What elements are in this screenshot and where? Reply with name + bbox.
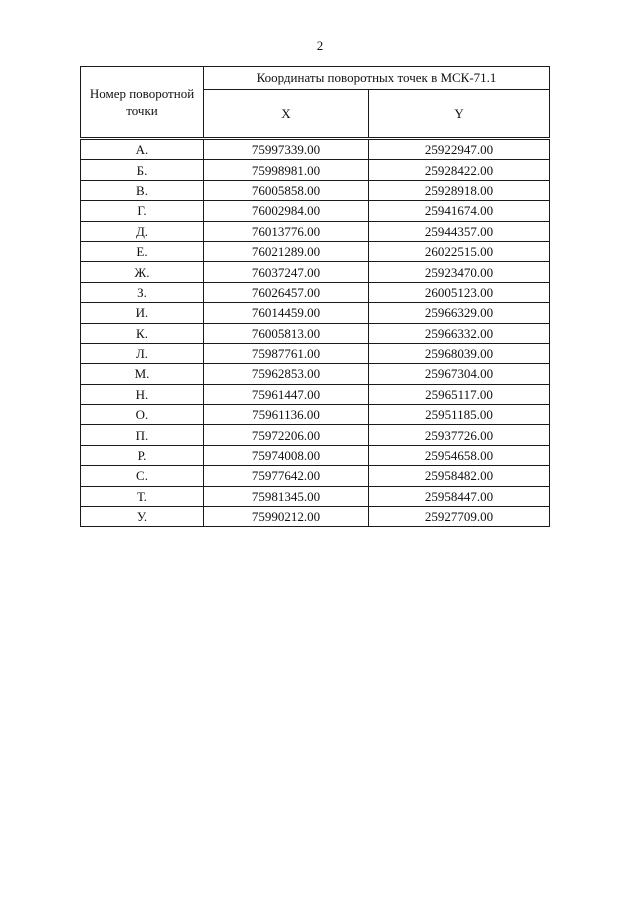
x-coordinate-cell: 75998981.00 bbox=[204, 160, 369, 180]
point-label-cell: Г. bbox=[81, 201, 204, 221]
y-coordinate-cell: 25966332.00 bbox=[369, 323, 550, 343]
x-coordinate-cell: 76002984.00 bbox=[204, 201, 369, 221]
coordinates-group-header: Координаты поворотных точек в МСК-71.1 bbox=[204, 67, 550, 90]
x-coordinate-cell: 76037247.00 bbox=[204, 262, 369, 282]
y-coordinate-cell: 25922947.00 bbox=[369, 139, 550, 160]
point-label-cell: М. bbox=[81, 364, 204, 384]
x-column-header: X bbox=[204, 90, 369, 139]
table-row bbox=[81, 180, 550, 200]
table-row bbox=[81, 160, 550, 180]
point-label-cell: С. bbox=[81, 466, 204, 486]
table-row bbox=[81, 364, 550, 384]
x-coordinate-cell: 76021289.00 bbox=[204, 241, 369, 261]
y-coordinate-cell: 25951185.00 bbox=[369, 405, 550, 425]
point-label-cell: Е. bbox=[81, 241, 204, 261]
point-label-cell: Т. bbox=[81, 486, 204, 506]
page-number: 2 bbox=[316, 38, 324, 53]
x-coordinate-cell: 76005813.00 bbox=[204, 323, 369, 343]
table-row bbox=[81, 486, 550, 506]
y-coordinate-cell: 25954658.00 bbox=[369, 445, 550, 465]
table-row bbox=[81, 405, 550, 425]
y-coordinate-cell: 25967304.00 bbox=[369, 364, 550, 384]
y-coordinate-cell: 26022515.00 bbox=[369, 241, 550, 261]
point-label-cell: З. bbox=[81, 282, 204, 302]
y-coordinate-cell: 25937726.00 bbox=[369, 425, 550, 445]
point-number-header: Номер поворотной точки bbox=[81, 67, 204, 139]
table-row bbox=[81, 139, 550, 160]
x-coordinate-cell: 76014459.00 bbox=[204, 303, 369, 323]
y-coordinate-cell: 25958482.00 bbox=[369, 466, 550, 486]
y-coordinate-cell: 25927709.00 bbox=[369, 507, 550, 527]
point-label-cell: Д. bbox=[81, 221, 204, 241]
y-coordinate-cell: 25966329.00 bbox=[369, 303, 550, 323]
x-coordinate-cell: 75981345.00 bbox=[204, 486, 369, 506]
x-coordinate-cell: 76026457.00 bbox=[204, 282, 369, 302]
point-label-cell: Л. bbox=[81, 343, 204, 363]
point-label-cell: Ж. bbox=[81, 262, 204, 282]
point-label-cell: В. bbox=[81, 180, 204, 200]
table-row bbox=[81, 343, 550, 363]
x-coordinate-cell: 75974008.00 bbox=[204, 445, 369, 465]
y-coordinate-cell: 25928918.00 bbox=[369, 180, 550, 200]
point-label-cell: Р. bbox=[81, 445, 204, 465]
table-row bbox=[81, 425, 550, 445]
coordinates-table bbox=[80, 66, 550, 527]
table-row bbox=[81, 323, 550, 343]
point-label-cell: Н. bbox=[81, 384, 204, 404]
table-row bbox=[81, 201, 550, 221]
point-label-cell: К. bbox=[81, 323, 204, 343]
y-coordinate-cell: 25944357.00 bbox=[369, 221, 550, 241]
table-body bbox=[81, 139, 550, 527]
table-row bbox=[81, 384, 550, 404]
x-coordinate-cell: 75997339.00 bbox=[204, 139, 369, 160]
x-coordinate-cell: 75961447.00 bbox=[204, 384, 369, 404]
table-row bbox=[81, 303, 550, 323]
y-coordinate-cell: 26005123.00 bbox=[369, 282, 550, 302]
x-coordinate-cell: 75987761.00 bbox=[204, 343, 369, 363]
point-label-cell: У. bbox=[81, 507, 204, 527]
y-coordinate-cell: 25958447.00 bbox=[369, 486, 550, 506]
table-row bbox=[81, 445, 550, 465]
table-row bbox=[81, 241, 550, 261]
x-coordinate-cell: 76005858.00 bbox=[204, 180, 369, 200]
point-label-cell: О. bbox=[81, 405, 204, 425]
point-label-cell: А. bbox=[81, 139, 204, 160]
y-column-header: Y bbox=[369, 90, 550, 139]
y-coordinate-cell: 25941674.00 bbox=[369, 201, 550, 221]
table-row bbox=[81, 466, 550, 486]
x-coordinate-cell: 75990212.00 bbox=[204, 507, 369, 527]
x-coordinate-cell: 75972206.00 bbox=[204, 425, 369, 445]
table-row bbox=[81, 282, 550, 302]
point-label-cell: Б. bbox=[81, 160, 204, 180]
x-coordinate-cell: 75962853.00 bbox=[204, 364, 369, 384]
x-coordinate-cell: 75977642.00 bbox=[204, 466, 369, 486]
y-coordinate-cell: 25928422.00 bbox=[369, 160, 550, 180]
y-coordinate-cell: 25965117.00 bbox=[369, 384, 550, 404]
y-coordinate-cell: 25968039.00 bbox=[369, 343, 550, 363]
point-label-cell: И. bbox=[81, 303, 204, 323]
y-coordinate-cell: 25923470.00 bbox=[369, 262, 550, 282]
table-row bbox=[81, 262, 550, 282]
table-row bbox=[81, 507, 550, 527]
x-coordinate-cell: 75961136.00 bbox=[204, 405, 369, 425]
point-label-cell: П. bbox=[81, 425, 204, 445]
table-row bbox=[81, 221, 550, 241]
x-coordinate-cell: 76013776.00 bbox=[204, 221, 369, 241]
